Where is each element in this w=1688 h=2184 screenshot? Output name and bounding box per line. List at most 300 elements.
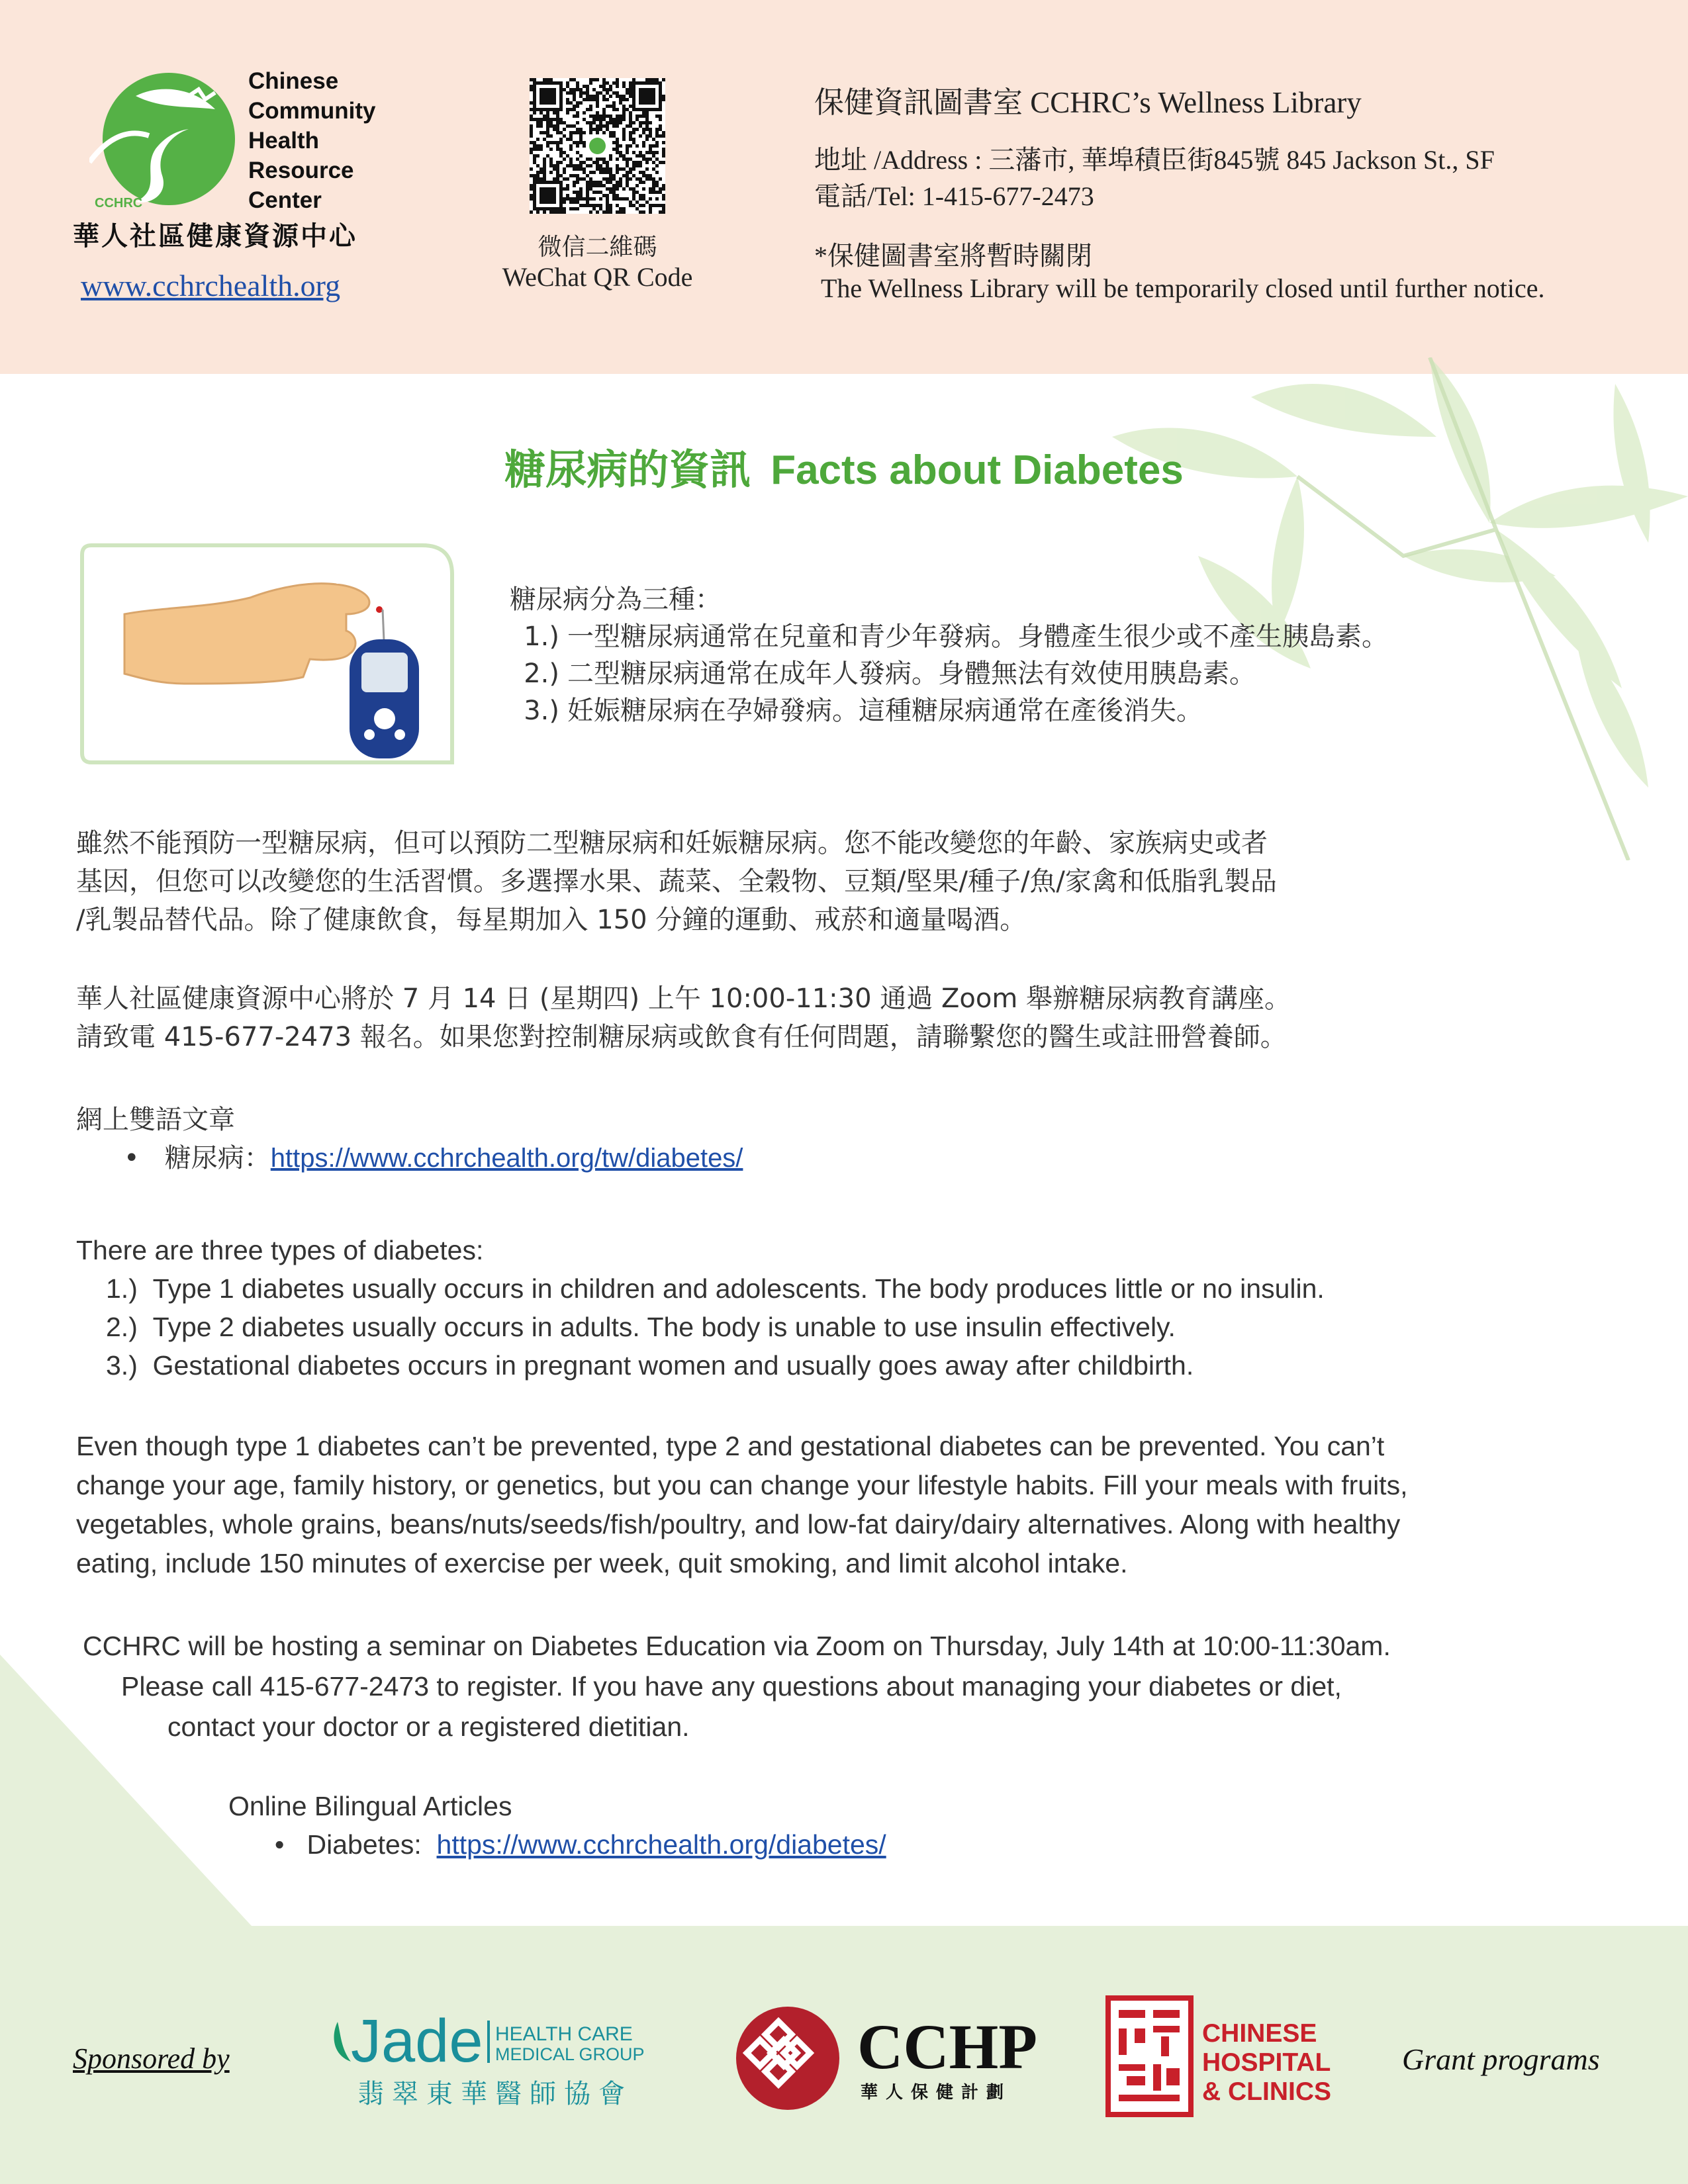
qr-module <box>576 101 579 105</box>
qr-module <box>549 78 553 81</box>
qr-module <box>596 105 599 108</box>
qr-module <box>622 174 626 177</box>
qr-module <box>576 144 579 148</box>
list-item <box>510 694 1388 728</box>
qr-module <box>652 161 655 164</box>
qr-module <box>583 177 586 181</box>
qr-module <box>652 144 655 148</box>
qr-module <box>609 177 612 181</box>
qr-module <box>645 128 649 131</box>
qr-module <box>655 191 659 194</box>
qr-module <box>579 101 583 105</box>
qr-module <box>569 88 573 91</box>
qr-module <box>586 158 589 161</box>
qr-module <box>559 151 563 154</box>
en-diabetes-types <box>76 1231 1325 1385</box>
qr-module <box>662 98 665 101</box>
qr-module <box>649 204 652 207</box>
qr-module <box>622 128 626 131</box>
qr-module <box>563 121 566 124</box>
qr-module <box>546 154 549 158</box>
qr-module <box>612 148 616 151</box>
zh-article-link[interactable]: https://www.cchrchealth.org/tw/diabetes/ <box>270 1144 743 1173</box>
qr-module <box>576 105 579 108</box>
qr-module <box>586 181 589 184</box>
qr-module <box>559 210 563 214</box>
qr-module <box>586 174 589 177</box>
qr-module <box>569 78 573 81</box>
jade-line1: HEALTH CARE <box>495 2023 633 2045</box>
qr-module <box>619 114 622 118</box>
bullet-icon: • <box>275 1829 307 1860</box>
qr-module <box>583 161 586 164</box>
qr-module <box>616 81 619 85</box>
qr-module <box>573 201 576 204</box>
qr-module <box>626 197 629 201</box>
qr-module <box>556 171 559 174</box>
qr-module <box>662 154 665 158</box>
qr-module <box>533 174 536 177</box>
qr-module <box>569 144 573 148</box>
qr-module <box>566 85 569 88</box>
qr-module <box>599 184 602 187</box>
qr-module <box>576 111 579 114</box>
qr-module <box>642 194 645 197</box>
qr-module <box>530 114 533 118</box>
chc-line3: & CLINICS <box>1202 2077 1331 2106</box>
qr-module <box>609 174 612 177</box>
qr-module <box>622 118 626 121</box>
qr-module <box>616 187 619 191</box>
qr-module <box>626 184 629 187</box>
zh-seminar-paragraph <box>76 979 1291 1056</box>
qr-module <box>639 194 642 197</box>
qr-module <box>589 187 592 191</box>
qr-module <box>559 148 563 151</box>
qr-module <box>573 114 576 118</box>
list-text: 妊娠糖尿病在孕婦發病。這種糖尿病通常在產後消失。 <box>567 696 1203 726</box>
qr-module <box>609 204 612 207</box>
qr-module <box>612 105 616 108</box>
qr-module <box>632 187 635 191</box>
qr-module <box>622 98 626 101</box>
qr-module <box>536 210 539 214</box>
list-number: 3.) <box>524 696 559 726</box>
qr-module <box>530 78 533 81</box>
qr-module <box>662 194 665 197</box>
qr-module <box>655 141 659 144</box>
qr-module <box>533 148 536 151</box>
qr-module <box>569 174 573 177</box>
qr-module <box>599 124 602 128</box>
qr-module <box>639 197 642 201</box>
qr-module <box>536 121 539 124</box>
qr-module <box>579 95 583 98</box>
jade-name: Jade <box>351 2007 483 2075</box>
qr-module <box>566 91 569 95</box>
qr-module <box>556 174 559 177</box>
qr-module <box>626 161 629 164</box>
qr-module <box>583 144 586 148</box>
qr-module <box>586 187 589 191</box>
qr-module <box>566 101 569 105</box>
qr-module <box>592 171 596 174</box>
qr-module <box>606 210 609 214</box>
qr-module <box>596 191 599 194</box>
qr-module <box>602 210 606 214</box>
qr-module <box>632 131 635 134</box>
sponsored-by-label: Sponsored by <box>73 2042 230 2075</box>
bullet-icon: • <box>124 1143 165 1173</box>
qr-module <box>543 164 546 167</box>
qr-module <box>649 177 652 181</box>
qr-module <box>609 95 612 98</box>
qr-module <box>626 98 629 101</box>
qr-module <box>539 177 543 181</box>
qr-module <box>579 88 583 91</box>
website-link[interactable]: www.cchrchealth.org <box>81 269 341 302</box>
qr-module <box>635 161 639 164</box>
qr-module <box>583 171 586 174</box>
qr-module <box>629 131 632 134</box>
qr-module <box>536 174 539 177</box>
qr-module <box>629 91 632 95</box>
qr-module <box>576 121 579 124</box>
qr-module <box>533 141 536 144</box>
qr-module <box>632 151 635 154</box>
qr-module <box>649 158 652 161</box>
qr-module <box>576 158 579 161</box>
qr-module <box>645 201 649 204</box>
qr-module <box>606 187 609 191</box>
qr-module <box>596 158 599 161</box>
qr-module <box>616 158 619 161</box>
qr-module <box>606 181 609 184</box>
paragraph-line: eating, include 150 minutes of exercise per week, quit smoking, and limit alcohol intake. <box>76 1548 1128 1578</box>
qr-module <box>599 114 602 118</box>
qr-module <box>596 184 599 187</box>
qr-module <box>596 124 599 128</box>
qr-module <box>586 108 589 111</box>
qr-module <box>626 91 629 95</box>
en-prevention-paragraph <box>76 1427 1407 1583</box>
qr-module <box>546 128 549 131</box>
qr-module <box>612 194 616 197</box>
qr-module <box>599 207 602 210</box>
qr-module <box>655 114 659 118</box>
qr-module <box>602 177 606 181</box>
qr-module <box>602 81 606 85</box>
qr-module <box>583 131 586 134</box>
qr-module <box>606 167 609 171</box>
list-number: 3.) <box>106 1350 138 1381</box>
qr-module <box>573 124 576 128</box>
qr-module <box>549 210 553 214</box>
list-text: Gestational diabetes occurs in pregnant women and usually goes away after childbirth. <box>152 1350 1194 1381</box>
en-articles-heading: Online Bilingual Articles <box>228 1791 512 1821</box>
paragraph-line: /乳製品替代品。除了健康飲食，每星期加入 150 分鐘的運動、戒菸和適量喝酒。 <box>76 905 1027 935</box>
qr-module <box>629 118 632 121</box>
qr-module <box>602 184 606 187</box>
qr-module <box>563 167 566 171</box>
qr-module <box>589 124 592 128</box>
qr-module <box>606 91 609 95</box>
qr-module <box>609 131 612 134</box>
qr-module <box>576 88 579 91</box>
qr-module <box>645 118 649 121</box>
list-number: 1.) <box>106 1273 138 1304</box>
qr-module <box>556 148 559 151</box>
qr-module <box>606 194 609 197</box>
qr-module <box>543 174 546 177</box>
qr-module <box>599 164 602 167</box>
qr-module <box>632 194 635 197</box>
qr-module <box>616 85 619 88</box>
qr-module <box>530 197 533 201</box>
qr-module <box>539 131 543 134</box>
qr-module <box>553 167 556 171</box>
qr-module <box>563 187 566 191</box>
list-text: Type 1 diabetes usually occurs in children and adolescents. The body produces little or no insulin. <box>152 1273 1325 1304</box>
qr-module <box>659 210 662 214</box>
qr-module <box>645 134 649 138</box>
qr-module <box>553 111 556 114</box>
qr-module <box>579 197 583 201</box>
qr-module <box>662 187 665 191</box>
qr-module <box>616 138 619 141</box>
qr-module <box>539 121 543 124</box>
qr-module <box>556 131 559 134</box>
qr-module <box>586 197 589 201</box>
qr-module <box>655 204 659 207</box>
qr-module <box>649 210 652 214</box>
qr-module <box>556 167 559 171</box>
qr-module <box>583 111 586 114</box>
qr-module <box>659 134 662 138</box>
page-title-en: Facts about Diabetes <box>771 447 1184 493</box>
qr-module <box>586 88 589 91</box>
qr-module <box>592 121 596 124</box>
qr-module <box>635 118 639 121</box>
qr-module <box>639 124 642 128</box>
qr-module <box>549 158 553 161</box>
qr-module <box>563 201 566 204</box>
qr-module <box>599 204 602 207</box>
qr-module <box>592 114 596 118</box>
qr-module <box>635 201 639 204</box>
qr-module <box>612 191 616 194</box>
qr-module <box>543 158 546 161</box>
qr-module <box>622 158 626 161</box>
qr-module <box>619 98 622 101</box>
qr-module <box>569 158 573 161</box>
en-article-link[interactable]: https://www.cchrchealth.org/diabetes/ <box>436 1829 886 1860</box>
qr-module <box>573 141 576 144</box>
qr-module <box>556 141 559 144</box>
qr-module <box>556 210 559 214</box>
qr-module <box>599 128 602 131</box>
qr-module <box>619 121 622 124</box>
qr-module <box>559 174 563 177</box>
qr-module <box>592 98 596 101</box>
qr-module <box>602 114 606 118</box>
en-articles <box>228 1787 886 1864</box>
qr-module <box>563 88 566 91</box>
qr-module <box>602 98 606 101</box>
qr-module <box>616 124 619 128</box>
qr-module <box>612 121 616 124</box>
qr-module <box>576 114 579 118</box>
zh-articles <box>76 1101 743 1177</box>
org-name-line: Center <box>248 187 322 213</box>
grant-programs-label: Grant programs <box>1402 2042 1600 2076</box>
qr-module <box>556 111 559 114</box>
qr-module <box>543 131 546 134</box>
qr-module <box>539 118 543 121</box>
qr-module <box>549 148 553 151</box>
qr-module <box>619 101 622 105</box>
qr-module <box>606 81 609 85</box>
qr-module <box>619 95 622 98</box>
qr-module <box>642 197 645 201</box>
qr-module <box>559 121 563 124</box>
qr-module <box>609 85 612 88</box>
qr-module <box>566 138 569 141</box>
qr-module <box>596 114 599 118</box>
paragraph-line: 基因，但您可以改變您的生活習慣。多選擇水果、蔬菜、全穀物、豆類/堅果/種子/魚/家禽和低脂乳製品 <box>76 866 1277 897</box>
qr-module <box>566 197 569 201</box>
qr-module <box>649 174 652 177</box>
org-name-line: Resource <box>248 158 354 183</box>
qr-module <box>573 197 576 201</box>
qr-module <box>622 210 626 214</box>
qr-module <box>530 108 533 111</box>
qr-module <box>606 177 609 181</box>
qr-module <box>539 148 543 151</box>
chinese-hospital-logo <box>1105 1995 1344 2118</box>
list-text: 二型糖尿病通常在成年人發病。身體無法有效使用胰島素。 <box>567 659 1256 689</box>
qr-module <box>606 121 609 124</box>
qr-module <box>576 81 579 85</box>
qr-module <box>612 174 616 177</box>
qr-module <box>559 154 563 158</box>
qr-module <box>619 177 622 181</box>
qr-module <box>592 207 596 210</box>
qr-module <box>659 114 662 118</box>
list-text: 一型糖尿病通常在兒童和青少年發病。身體產生很少或不產生胰島素。 <box>567 621 1388 652</box>
qr-module <box>579 167 583 171</box>
qr-module <box>596 101 599 105</box>
qr-module <box>536 148 539 151</box>
qr-module <box>662 141 665 144</box>
qr-module <box>659 161 662 164</box>
qr-module <box>599 85 602 88</box>
qr-module <box>616 114 619 118</box>
qr-module <box>589 197 592 201</box>
qr-module <box>583 204 586 207</box>
qr-module <box>530 88 533 91</box>
qr-module <box>639 204 642 207</box>
qr-module <box>533 118 536 121</box>
qr-module <box>576 197 579 201</box>
qr-module <box>642 187 645 191</box>
qr-module <box>655 181 659 184</box>
qr-module <box>626 151 629 154</box>
qr-module <box>629 177 632 181</box>
qr-module <box>626 181 629 184</box>
qr-module <box>539 111 543 114</box>
qr-module <box>592 95 596 98</box>
qr-module <box>596 167 599 171</box>
qr-module <box>576 141 579 144</box>
qr-module <box>645 167 649 171</box>
qr-module <box>606 105 609 108</box>
qr-module <box>655 131 659 134</box>
cchrc-logo <box>89 69 242 215</box>
qr-module <box>556 128 559 131</box>
org-name-zh: 華人社區健康資源中心 <box>73 220 357 251</box>
qr-module <box>586 85 589 88</box>
qr-module <box>599 91 602 95</box>
qr-module <box>635 191 639 194</box>
qr-module <box>589 184 592 187</box>
qr-module <box>642 131 645 134</box>
qr-module <box>655 151 659 154</box>
qr-module <box>566 108 569 111</box>
qr-module <box>583 141 586 144</box>
qr-module <box>629 111 632 114</box>
qr-module <box>530 174 533 177</box>
qr-module <box>616 181 619 184</box>
list-item <box>106 1269 1325 1308</box>
qr-module <box>579 91 583 95</box>
qr-module <box>632 191 635 194</box>
qr-module <box>566 187 569 191</box>
qr-module <box>543 118 546 121</box>
qr-module <box>639 171 642 174</box>
qr-module <box>612 91 616 95</box>
qr-module <box>556 118 559 121</box>
qr-module <box>576 191 579 194</box>
qr-module <box>530 141 533 144</box>
qr-module <box>622 85 626 88</box>
qr-module <box>602 111 606 114</box>
qr-module <box>589 105 592 108</box>
paragraph-line: 華人社區健康資源中心將於 7 月 14 日 (星期四) 上午 10:00-11:30 通過 Zoom 舉辦糖尿病教育講座。 <box>76 983 1291 1014</box>
qr-module <box>543 167 546 171</box>
qr-module <box>596 118 599 121</box>
qr-module <box>655 197 659 201</box>
library-notice-en: The Wellness Library will be temporarily closed until further notice. <box>821 273 1545 303</box>
qr-module <box>563 158 566 161</box>
qr-module <box>556 144 559 148</box>
cchp-name: CCHP <box>857 2011 1037 2082</box>
list-item <box>510 619 1388 654</box>
qr-module <box>635 207 639 210</box>
qr-module <box>609 171 612 174</box>
qr-module <box>589 171 592 174</box>
qr-module <box>566 124 569 128</box>
org-name-line: Community <box>248 98 376 124</box>
qr-module <box>596 161 599 164</box>
qr-module <box>652 184 655 187</box>
qr-module <box>652 167 655 171</box>
qr-module <box>642 141 645 144</box>
qr-module <box>649 121 652 124</box>
qr-module <box>616 167 619 171</box>
qr-module <box>530 167 533 171</box>
org-name-line: Health <box>248 128 319 154</box>
